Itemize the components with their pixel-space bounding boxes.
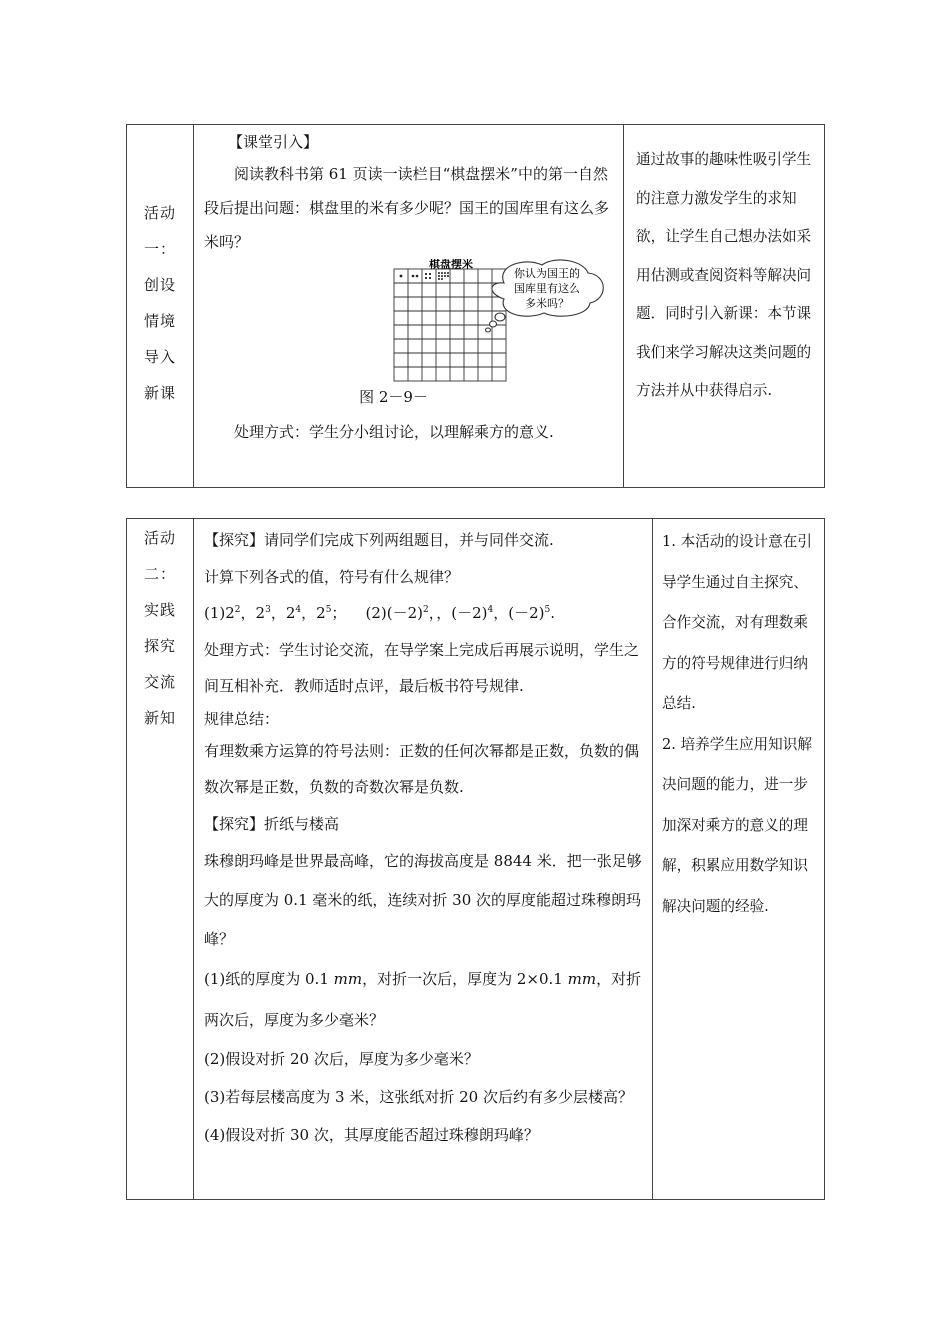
power-exponent: 3 [265, 605, 271, 615]
stage-line: 情境 [143, 312, 176, 330]
unit-text: mm [333, 970, 363, 988]
design-intent-text: 通过故事的趣味性吸引学生的注意力激发学生的求知欲，让学生自己想办法如采用估测或查阅资料等解决问题．同时引入新课：本节课我们来学习解决这类问题的方法并从中获得启示. [636, 151, 812, 399]
activity-two-stage-cell [127, 519, 194, 1200]
power-base: 2 [225, 604, 235, 622]
method-paragraph: 处理方式：学生分小组讨论，以理解乘方的意义. [234, 423, 554, 441]
design-intent-text: 2. 培养学生应用知识解决问题的能力，进一步加深对乘方的意义的理解，积累应用数学知识解决问题的经验. [662, 735, 812, 915]
explore-heading: 【探究】请同学们完成下列两组题目，并与同伴交流. [204, 531, 554, 549]
stage-line: 新课 [143, 384, 176, 402]
figure-caption: 图 2－9－ [359, 388, 428, 406]
activity-two-table [126, 518, 825, 1200]
stage-line: 新知 [143, 709, 176, 727]
rice-grains [400, 272, 449, 280]
activity-two-intent-cell [653, 519, 825, 1200]
group-two-label: (2) [365, 604, 387, 622]
question-item: (3)若每层楼高度为 3 米，这张纸对折 20 次后约有多少层楼高？ [204, 1087, 633, 1106]
bubble-line: 多米吗？ [525, 297, 569, 310]
question-text-part: ，对折两次后，厚度为多少毫米？ [204, 970, 642, 1029]
power-base: (－2) [451, 604, 488, 622]
bubble-line: 国库里有这么 [514, 282, 580, 295]
exercise-groups: $(1)2^2$，$2^3$，$2^4$，$2^5$； $(2)(-2)^2$，，$(-2)^4$，$(-2)^5$. [204, 604, 556, 622]
chessboard-figure [204, 259, 613, 383]
power-base: 2 [285, 604, 296, 622]
question-text-part: ，对折一次后，厚度为 2×0.1 [362, 970, 568, 988]
board-title: 棋盘摆米 [429, 259, 473, 271]
power-base: 2 [316, 604, 326, 622]
power-exponent: 5 [325, 605, 332, 615]
intro-paragraph: 阅读教科书第 61 页读一读栏目“棋盘摆米”中的第一自然段后提出问题：棋盘里的米有多少呢？国王的国库里有这么多米吗？ [204, 165, 610, 251]
stage-line: 创设 [143, 276, 176, 294]
summary-title: 规律总结： [204, 709, 280, 728]
power-exponent: 5 [544, 605, 551, 615]
stage-line: 二： [143, 565, 176, 583]
stage-line: 导入 [143, 348, 176, 366]
power-exponent: 4 [295, 605, 302, 615]
power-base: (－2) [386, 604, 423, 622]
stage-line: 一： [143, 240, 176, 258]
design-intent-text: 1. 本活动的设计意在引导学生通过自主探究、合作交流，对有理数乘方的符号规律进行归纳总结. [662, 533, 812, 712]
power-base: (－2) [508, 604, 545, 622]
question-item: (2)假设对折 20 次后，厚度为多少毫米？ [204, 1050, 479, 1068]
problem-text: 珠穆朗玛峰是世界最高峰，它的海拔高度是 8844 米．把一张足够大的厚度为 0.1 毫米的纸，连续对折 30 次的厚度能超过珠穆朗玛峰？ [204, 852, 642, 948]
question-item [204, 959, 644, 1041]
power-base: 2 [255, 604, 266, 622]
question-item: (4)假设对折 30 次，其厚度能否超过珠穆朗玛峰？ [204, 1125, 539, 1144]
unit-text: mm [567, 970, 597, 988]
question-text: 计算下列各式的值，符号有什么规律？ [204, 567, 460, 586]
activity-one-content-cell [194, 125, 624, 488]
power-exponent: 2 [423, 605, 429, 615]
activity-two-content-cell [194, 519, 653, 1200]
explore-heading: 【探究】折纸与楼高 [204, 814, 340, 833]
stage-line: 探究 [143, 637, 176, 655]
activity-one-intent-cell [624, 125, 825, 488]
power-exponent: 4 [487, 605, 494, 615]
bubble-line: 你认为国王的 [514, 267, 580, 280]
section-heading: 【课堂引入】 [228, 133, 319, 151]
activity-one-table [126, 124, 825, 488]
power-exponent: 2 [234, 605, 241, 615]
stage-line: 实践 [143, 601, 176, 619]
stage-line: 交流 [143, 673, 176, 691]
group-one-label: (1) [204, 604, 226, 622]
method-paragraph: 处理方式：学生讨论交流，在导学案上完成后再展示说明，学生之间互相补充．教师适时点评，最后板书符号规律. [204, 640, 640, 695]
stage-line: 活动 [143, 529, 176, 547]
summary-text: 有理数乘方运算的符号法则：正数的任何次幂都是正数，负数的偶数次幂是正数，负数的奇数次幂是负数. [204, 741, 640, 796]
question-text-part: (1)纸的厚度为 0.1 [204, 970, 334, 988]
activity-one-stage-cell [127, 125, 194, 488]
stage-line: 活动 [143, 204, 176, 222]
